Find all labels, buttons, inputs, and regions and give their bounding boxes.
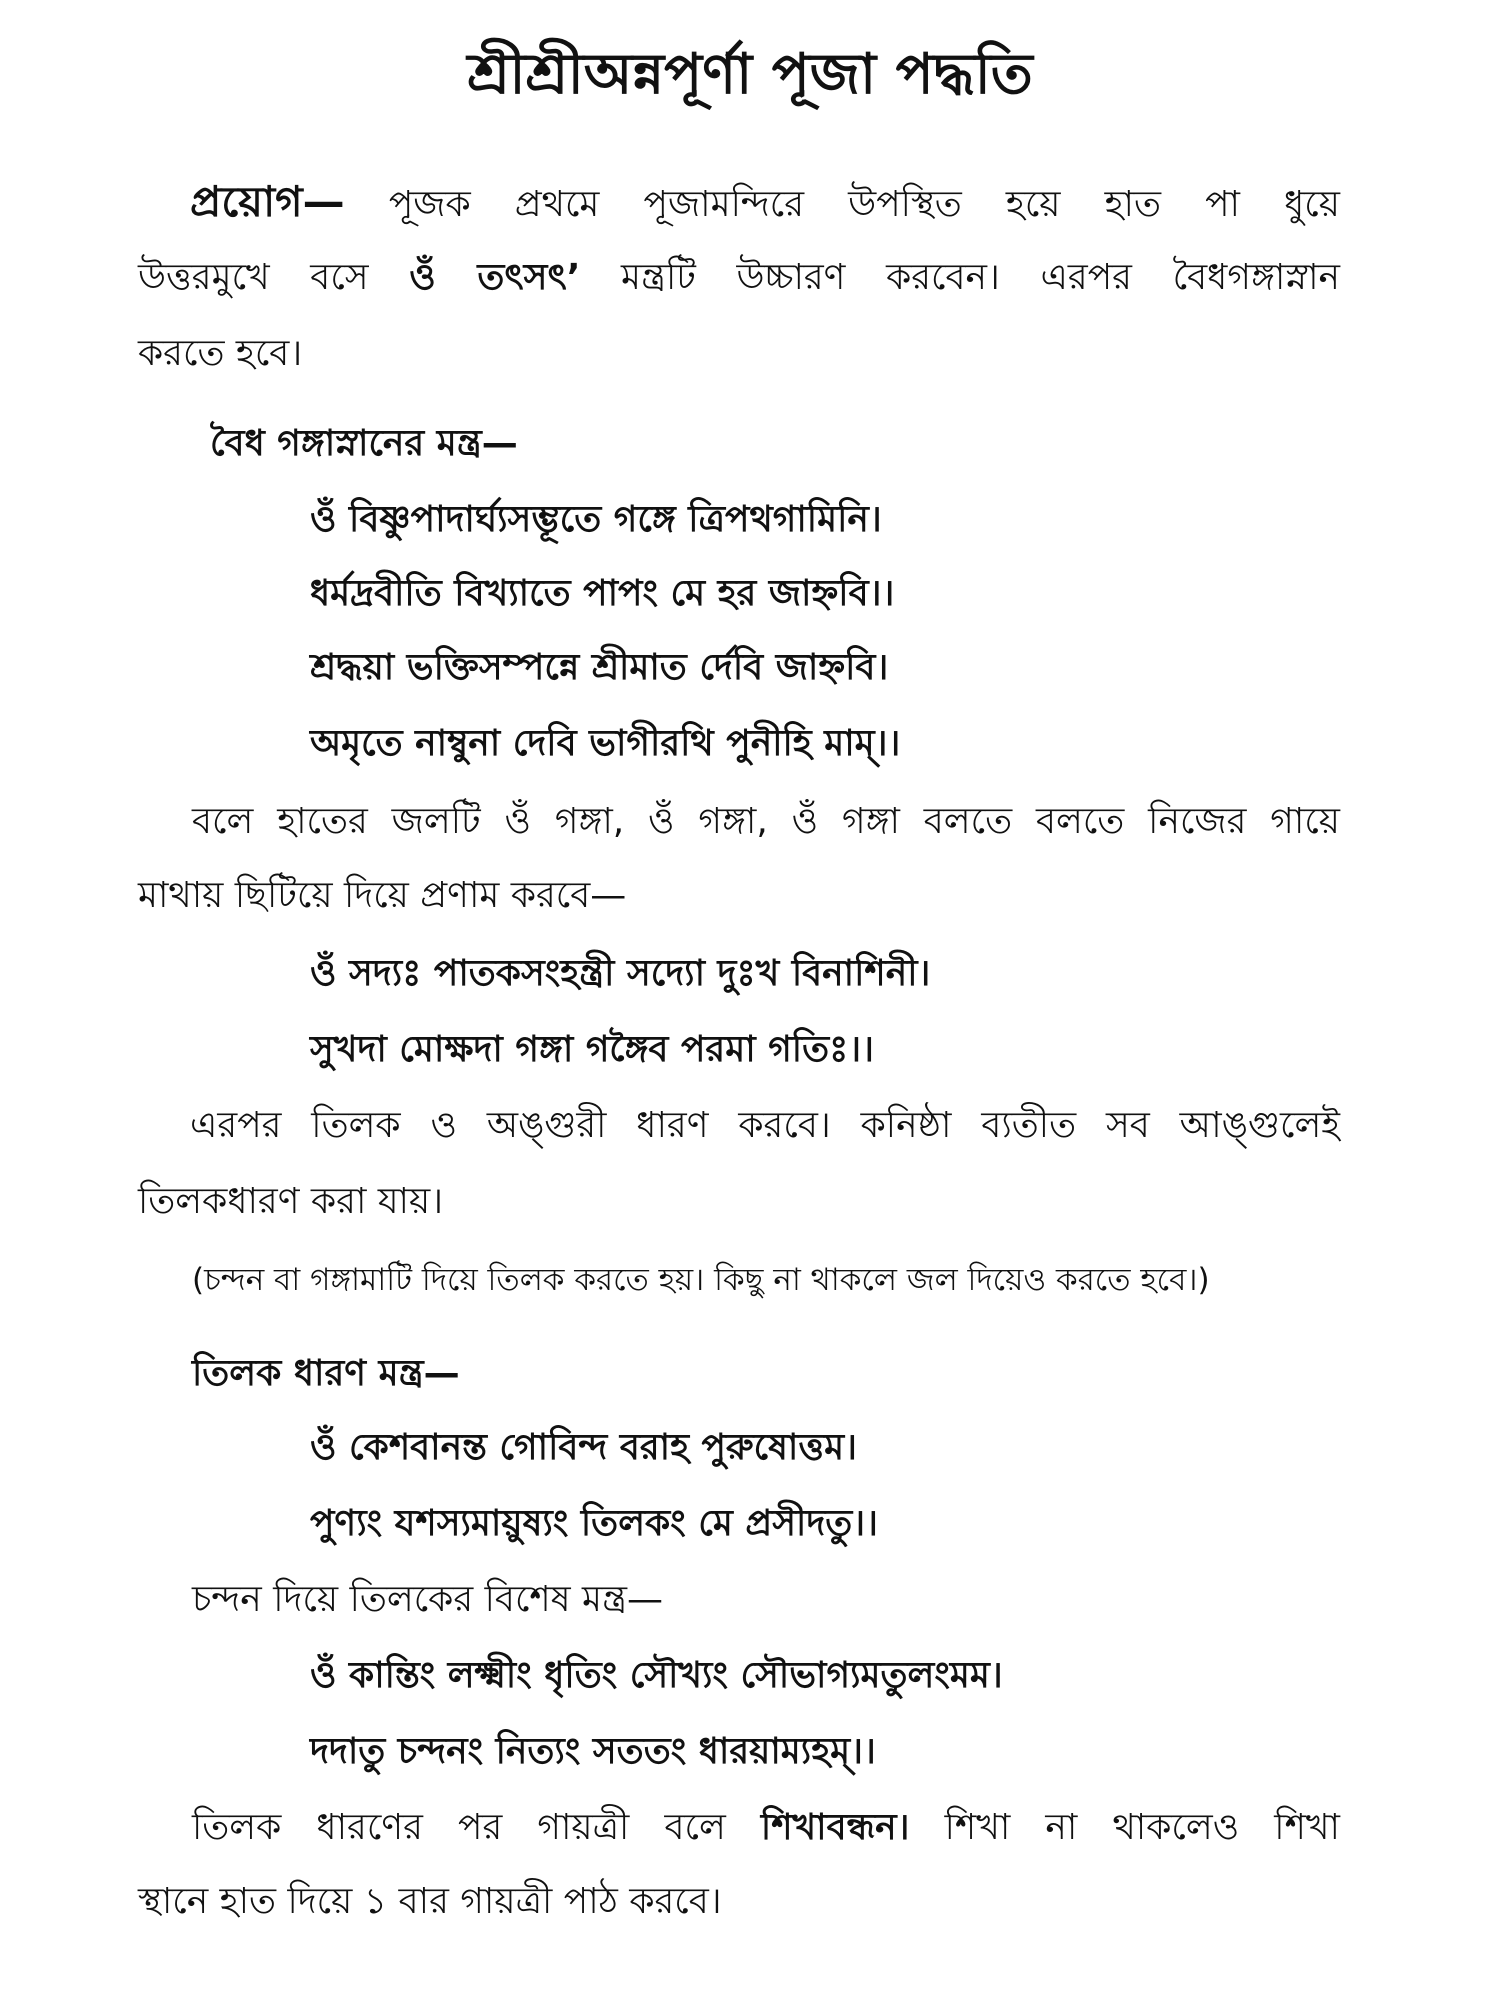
shikha-text-1c: শিখা না থাকলেও শিখা (909, 1807, 1340, 1848)
ganga-verse-1: ওঁ বিষ্ণুপাদার্ঘ্যসম্ভূতে গঙ্গে ত্রিপথগামিনি। (310, 499, 882, 540)
chandan-verse-1: ওঁ কান্তিং লক্ষ্মীং ধৃতিং সৌখ্যং সৌভাগ্যমতুলংমম। (310, 1655, 1003, 1696)
tilak-para-1: এরপর তিলক ও অঙ্গুরী ধারণ করবে। কনিষ্ঠা ব্যতীত সব আঙ্গুলেই (190, 1105, 1340, 1146)
ganga-verse-3: শ্রদ্ধয়া ভক্তিসম্পন্নে শ্রীমাত র্দেবি জাহ্নবি। (310, 647, 889, 688)
intro-lead: প্রয়োগ— (190, 177, 345, 226)
chandan-heading: চন্দন দিয়ে তিলকের বিশেষ মন্ত্র— (192, 1579, 663, 1620)
ganga-verse-2: ধর্মদ্রবীতি বিখ্যাতে পাপং মে হর জাহ্নবি।। (310, 573, 895, 614)
tilak-note: (চন্দন বা গঙ্গামাটি দিয়ে তিলক করতে হয়। কিছু না থাকলে জল দিয়েও করতে হবে।) (192, 1262, 1210, 1298)
tilak-verse-1: ওঁ কেশবানন্ত গোবিন্দ বরাহ পুরুষোত্তম। (310, 1427, 857, 1468)
intro-line-2 (138, 256, 1340, 300)
ganga-instruction-2: মাথায় ছিটিয়ে দিয়ে প্রণাম করবে— (138, 875, 627, 916)
intro-text-2c: মন্ত্রটি উচ্চারণ করবেন। এরপর বৈধগঙ্গাস্নান (580, 257, 1340, 298)
intro-line-3: করতে হবে। (138, 333, 303, 374)
ganga-verse-4: অমৃতে নাম্বুনা দেবি ভাগীরথি পুনীহি মাম্।। (310, 723, 901, 764)
shikha-text-1a: তিলক ধারণের পর গায়ত্রী বলে (192, 1807, 761, 1848)
chandan-verse-2: দদাতু চন্দনং নিত্যং সততং ধারয়াম্যহম্।। (310, 1731, 876, 1772)
intro-text-2a: উত্তরমুখে বসে (138, 257, 410, 298)
tilak-para-2: তিলকধারণ করা যায়। (138, 1181, 444, 1222)
intro-line-1 (190, 177, 1340, 227)
shikha-line-1 (192, 1806, 1340, 1850)
tilak-heading: তিলক ধারণ মন্ত্র— (192, 1353, 460, 1394)
tilak-verse-2: পুণ্যং যশস্যমায়ুষ্যং তিলকং মে প্রসীদতু।। (310, 1503, 878, 1544)
pranam-verse-1: ওঁ সদ্যঃ পাতকসংহন্ত্রী সদ্যো দুঃখ বিনাশিনী। (310, 953, 931, 994)
page-title: শ্রীশ্রীঅন্নপূর্ণা পূজা পদ্ধতি (467, 42, 1033, 107)
pranam-verse-2: সুখদা মোক্ষদা গঙ্গা গঙ্গৈব পরমা গতিঃ।। (310, 1029, 875, 1070)
intro-text-1: পূজক প্রথমে পূজামন্দিরে উপস্থিত হয়ে হাত পা ধুয়ে (388, 184, 1340, 225)
shikha-bandhan: শিখাবন্ধন। (760, 1807, 910, 1848)
ganga-instruction-1: বলে হাতের জলটি ওঁ গঙ্গা, ওঁ গঙ্গা, ওঁ গঙ্গা বলতে বলতে নিজের গায়ে (192, 801, 1340, 842)
shikha-line-2: স্থানে হাত দিয়ে ১ বার গায়ত্রী পাঠ করবে। (138, 1881, 722, 1922)
intro-mantra-tatsat: ওঁ তৎসৎ’ (409, 257, 581, 298)
ganga-heading: বৈধ গঙ্গাস্নানের মন্ত্র— (210, 423, 518, 464)
